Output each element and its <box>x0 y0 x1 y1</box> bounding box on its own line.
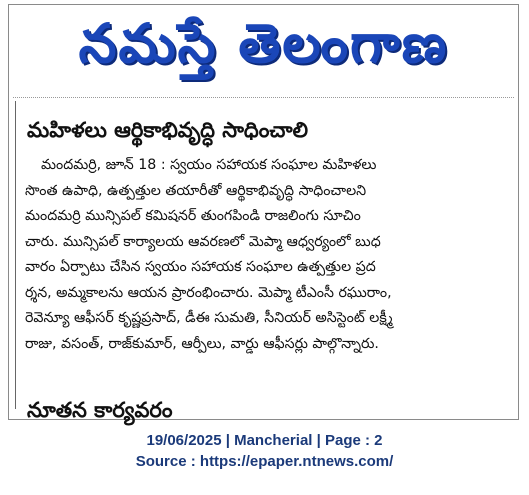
article-headline: మహిళలు ఆర్థికాభివృద్ధి సాధించాలి <box>27 118 308 142</box>
next-article-headline: నూతన కార్యవరం <box>27 398 173 422</box>
footer-dateline: 19/06/2025 | Mancherial | Page : 2 <box>146 432 383 449</box>
article-line: మందమర్రి మున్సిపల్ కమిషనర్ తుంగపిండి రాజలింగు సూచిం <box>25 208 361 224</box>
footer-source: Source : https://epaper.ntnews.com/ <box>135 453 394 470</box>
article-line: రెవెన్యూ ఆఫీసర్ కృష్ణప్రసాద్, డీఈ సుమతి, సీనియర్ అసిస్టెంట్ లక్ష్మీ <box>25 310 393 326</box>
article-line: రాజు, వసంత్, రాజ్‌కుమార్, ఆర్పీలు, వార్డు ఆఫీసర్లు పాల్గొన్నారు. <box>25 335 379 352</box>
article-body <box>25 153 511 357</box>
article-line: చారు. మున్సిపల్ కార్యాలయ ఆవరణలో మెప్మా ఆధ్వర్యంలో బుధ <box>25 233 381 250</box>
column-rule <box>15 101 16 409</box>
masthead-logo: నమస్తే తెలంగాణ <box>78 12 449 75</box>
article-line: వారం ఏర్పాటు చేసిన స్వయం సహాయక సంఘాల ఉత్పత్తుల ప్రద <box>25 259 376 275</box>
article-line: ర్శన, అమ్మకాలను ఆయన ప్రారంభించారు. మెప్మా టీఎంసీ రఘురాం, <box>25 284 392 301</box>
masthead <box>9 5 518 83</box>
article-line: మందమర్రి, జూన్ 18 : స్వయం సహాయక సంఘాల మహిళలు <box>41 157 377 173</box>
divider <box>13 97 514 98</box>
article-line: సొంత ఉపాధి, ఉత్పత్తుల తయారీతో ఆర్థికాభివృద్ధి సాధించాలని <box>25 182 367 199</box>
newspaper-clipping <box>8 4 519 420</box>
